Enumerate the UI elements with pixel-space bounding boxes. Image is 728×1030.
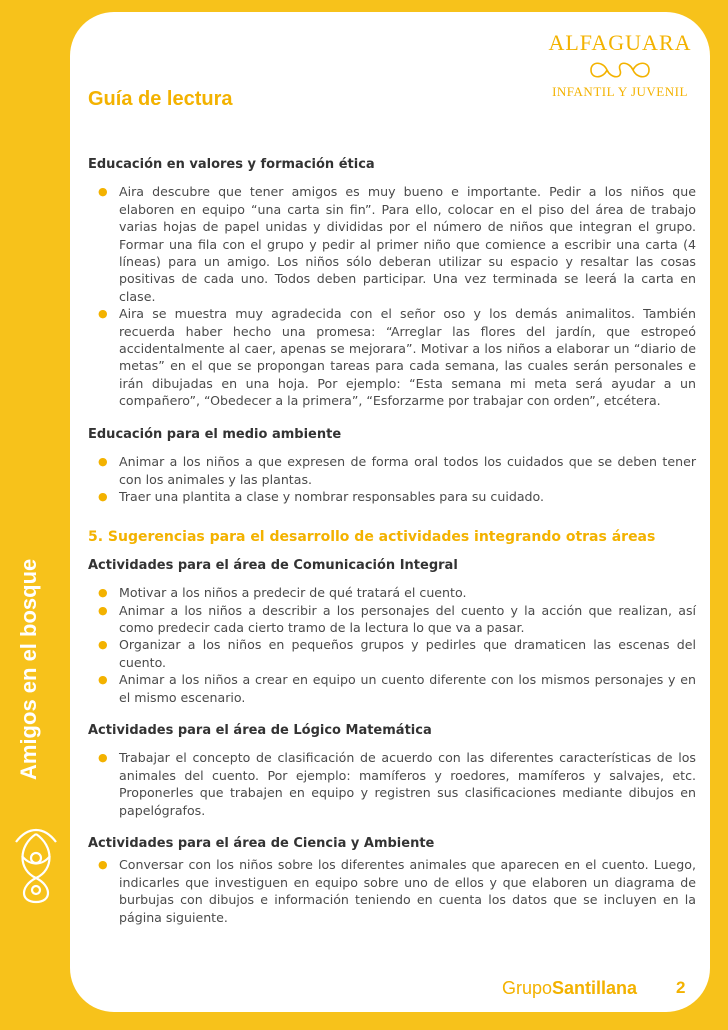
page-title: Guía de lectura bbox=[88, 88, 233, 110]
document-body bbox=[88, 156, 696, 926]
section-heading-logico: Actividades para el área de Lógico Matemática bbox=[88, 722, 432, 738]
publisher-logo bbox=[540, 30, 700, 100]
list-comunicacion bbox=[88, 584, 696, 706]
page-number: 2 bbox=[676, 978, 686, 997]
list-valores bbox=[88, 183, 696, 409]
list-item: ● Motivar a los niños a predecir de qué tratará el cuento. bbox=[88, 584, 696, 601]
section-heading-ciencia: Actividades para el área de Ciencia y Ambiente bbox=[88, 836, 435, 851]
list-item: ● Animar a los niños a que expresen de forma oral todos los cuidados que se deben tener con los animales y las plantas. bbox=[88, 453, 696, 488]
footer-brand-bold: Santillana bbox=[552, 978, 638, 998]
section-heading-valores: Educación en valores y formación ética bbox=[88, 157, 375, 172]
list-item: ● Trabajar el concepto de clasificación de acuerdo con las diferentes características de los animales del cuento. Por ejemplo: mamíferos y roedores, mamíferos y salvajes, etc. Proponerles que trabajen en equipo y registren sus clasificaciones mediante dibujos en papelógrafos. bbox=[88, 749, 696, 819]
list-item: ● Traer una plantita a clase y nombrar responsables para su cuidado. bbox=[88, 488, 696, 505]
footer-brand-light: Grupo bbox=[502, 978, 553, 998]
list-item: ● Animar a los niños a crear en equipo un cuento diferente con los mismos personajes y en el mismo escenario. bbox=[88, 671, 696, 706]
publisher-name: ALFAGUARA bbox=[548, 30, 692, 55]
list-logico bbox=[88, 749, 696, 819]
list-item: ● Organizar a los niños en pequeños grupos y pedirles que dramaticen las escenas del cuento. bbox=[88, 636, 696, 671]
section-heading-sugerencias: 5. Sugerencias para el desarrollo de actividades integrando otras áreas bbox=[88, 529, 656, 546]
section-heading-comunicacion: Actividades para el área de Comunicación Integral bbox=[88, 557, 458, 573]
list-item: ● Conversar con los niños sobre los diferentes animales que aparecen en el cuento. Luego, indicarles que investiguen en equipo sobre uno de ellos y que elaboren un diagrama de burbujas con dibujos e información teniendo en cuenta los datos que se incluyen en la página siguiente. bbox=[88, 856, 696, 926]
list-item: ● Animar a los niños a describir a los personajes del cuento y la acción que realizan, así como predecir cada cierto tramo de la lectura lo que va a pasar. bbox=[88, 602, 696, 637]
footer-brand bbox=[502, 978, 637, 999]
section-heading-ambiente: Educación para el medio ambiente bbox=[88, 426, 342, 442]
ornament-icon bbox=[585, 58, 655, 82]
ornament-logo-icon bbox=[8, 822, 64, 908]
book-title-vertical: Amigos en el bosque bbox=[16, 558, 41, 780]
list-ambiente bbox=[88, 453, 696, 505]
list-item: ● Aira descubre que tener amigos es muy bueno e importante. Pedir a los niños que elaboren en equipo “una carta sin fin”. Para ello, colocar en el piso del área de trabajo varias hojas de papel unidas y divididas por el número de niños que integran el grupo. Formar una fila con el grupo y pedir al primer niño que comience a escribir una carta (4 líneas) para un amigo. Los niños sólo deberan utilizar su espacio y resaltar las cosas positivas de cada uno. Todos deben participar. Una vez terminada se leerá la carta en clase. bbox=[88, 183, 696, 305]
publisher-subtitle: INFANTIL Y JUVENIL bbox=[552, 84, 688, 99]
list-item: ● Aira se muestra muy agradecida con el señor oso y los demás animalitos. También recuerda haber hecho una promesa: “Arreglar las flores del jardín, que estropeó accidentalmente al caer, apenas se mejorara”. Motivar a los niños a elaborar un “diario de metas” en el que se propongan tareas para cada semana, las cuales serán personales e irán dibujadas en una hoja. Por ejemplo: “Esta semana mi meta será ayudar a un compañero”, “Obedecer a la primera”, “Esforzarme por trabajar con orden”, etcétera. bbox=[88, 305, 696, 409]
list-ciencia bbox=[88, 856, 696, 926]
